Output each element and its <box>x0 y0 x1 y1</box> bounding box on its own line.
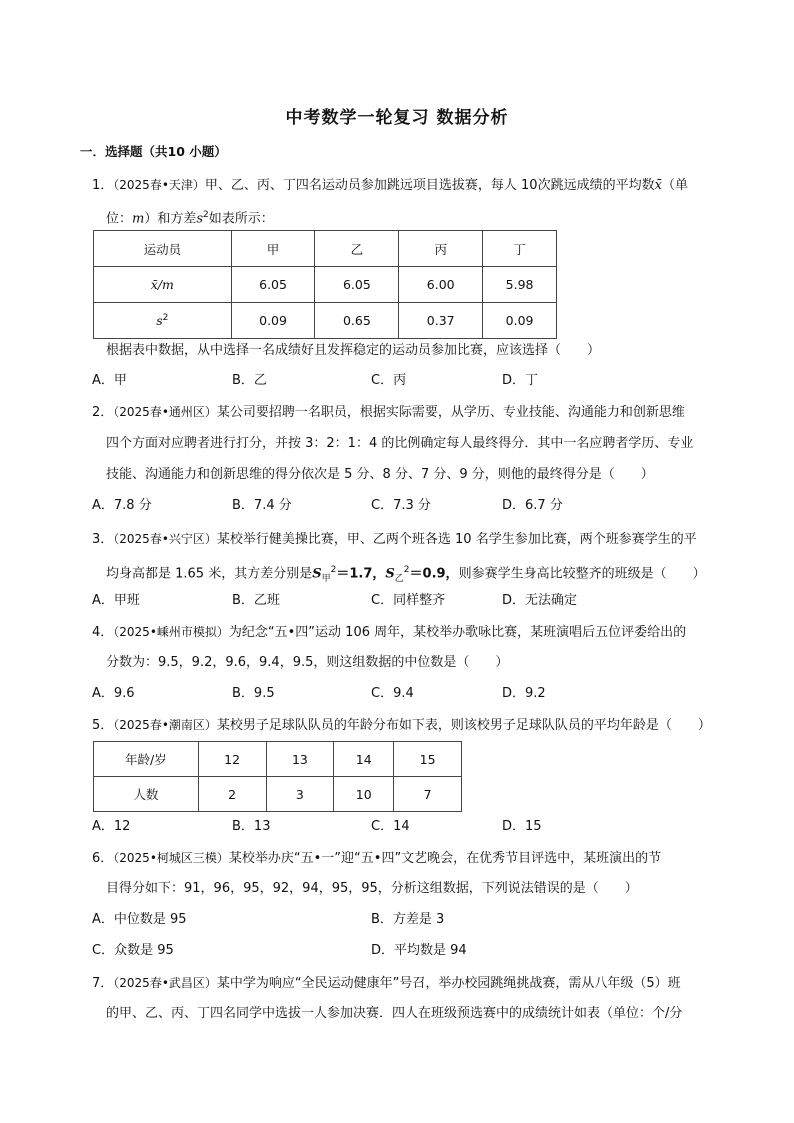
table-cell: x̄/m <box>94 267 232 303</box>
q1-table <box>93 230 557 339</box>
table-cell: 0.37 <box>399 303 483 339</box>
page-title: 中考数学一轮复习 数据分析 <box>285 108 509 128</box>
q1-question: 根据表中数据，从中选择一名成绩好且发挥稳定的运动员参加比赛，应该选择（ ） <box>106 343 601 358</box>
table-cell: 2 <box>198 777 266 812</box>
table-cell: 3 <box>266 777 334 812</box>
q6-option-b[interactable]: B．方差是 3 <box>371 912 445 927</box>
q3-line1: 3．（2025春•兴宁区）某校举行健美操比赛，甲、乙两个班各选 10 名学生参加比赛，两个班参赛学生的平 <box>92 532 697 547</box>
table-cell: 人数 <box>94 777 199 812</box>
q2-option-c[interactable]: C．7.3 分 <box>371 498 431 513</box>
q5-option-c[interactable]: C．14 <box>371 819 410 834</box>
table-cell: 13 <box>266 742 334 777</box>
q3-option-a[interactable]: A．甲班 <box>92 593 140 608</box>
table-cell: 0.09 <box>231 303 315 339</box>
q3-line2: 均身高都是 1.65 米，其方差分别是$S_甲^2=1.7$，$S_乙^2=0.9$，则参赛学生身高比较整齐的班级是（ ） <box>106 565 706 584</box>
q4-option-d[interactable]: D．9.2 <box>502 686 546 701</box>
q2-option-a[interactable]: A．7.8 分 <box>92 498 152 513</box>
q1-option-c[interactable]: C．丙 <box>371 373 407 388</box>
table-cell: 12 <box>198 742 266 777</box>
q2-option-b[interactable]: B．7.4 分 <box>232 498 292 513</box>
q6-line1: 6．（2025•柯城区三模）某校举办庆“五•一”迎“五•四”文艺晚会，在优秀节目评选中，某班演出的节 <box>92 851 662 866</box>
table-cell: 5.98 <box>483 267 557 303</box>
table-cell: 甲 <box>231 231 315 267</box>
table-cell: 丙 <box>399 231 483 267</box>
q6-option-d[interactable]: D．平均数是 94 <box>371 943 467 958</box>
q5-option-a[interactable]: A．12 <box>92 819 131 834</box>
table-cell: 7 <box>394 777 462 812</box>
q6-option-c[interactable]: C．众数是 95 <box>92 943 174 958</box>
q1-option-b[interactable]: B．乙 <box>232 373 267 388</box>
table-cell: 10 <box>334 777 394 812</box>
table-row <box>94 231 557 267</box>
table-cell: 丁 <box>483 231 557 267</box>
q2-option-d[interactable]: D．6.7 分 <box>502 498 563 513</box>
q6-option-a[interactable]: A．中位数是 95 <box>92 912 187 927</box>
q4-line2: 分数为：9.5，9.2，9.6，9.4，9.5，则这组数据的中位数是（ ） <box>106 655 509 670</box>
table-row <box>94 777 462 812</box>
table-cell: 15 <box>394 742 462 777</box>
q7-line2: 的甲、乙、丙、丁四名同学中选拔一人参加决赛．四人在班级预选赛中的成绩统计如表（单位：个/分 <box>106 1006 683 1021</box>
q6-line2: 目得分如下：91，96，95，92，94，95，95，分析这组数据，下列说法错误的是（ ） <box>106 881 638 896</box>
q1-option-d[interactable]: D．丁 <box>502 373 539 388</box>
q4-option-a[interactable]: A．9.6 <box>92 686 135 701</box>
table-row <box>94 742 462 777</box>
q4-option-b[interactable]: B．9.5 <box>232 686 275 701</box>
q3-option-b[interactable]: B．乙班 <box>232 593 280 608</box>
q2-line1: 2．（2025春•通州区）某公司要招聘一名职员，根据实际需要，从学历、专业技能、沟通能力和创新思维 <box>92 405 685 420</box>
q1-line1: 1．（2025春•天津）甲、乙、丙、丁四名运动员参加跳远项目选拔赛，每人 10次跳远成绩的平均数x̄（单 <box>92 178 688 193</box>
q5-option-b[interactable]: B．13 <box>232 819 271 834</box>
q5-option-d[interactable]: D．15 <box>502 819 542 834</box>
table-cell: 14 <box>334 742 394 777</box>
q4-line1: 4．（2025•嵊州市模拟）为纪念“五•四”运动 106 周年，某校举办歌咏比赛，某班演唱后五位评委给出的 <box>92 625 687 640</box>
table-row <box>94 303 557 339</box>
table-cell: 6.05 <box>315 267 399 303</box>
q2-line3: 技能、沟通能力和创新思维的得分依次是 5 分、8 分、7 分、9 分，则他的最终得分是（ ） <box>106 467 654 482</box>
table-cell: 运动员 <box>94 231 232 267</box>
q4-option-c[interactable]: C．9.4 <box>371 686 414 701</box>
table-cell: 年龄/岁 <box>94 742 199 777</box>
q3-option-d[interactable]: D．无法确定 <box>502 593 578 608</box>
q7-line1: 7．（2025春•武昌区）某中学为响应“全民运动健康年”号召，举办校园跳绳挑战赛，需从八年级（5）班 <box>92 976 681 991</box>
table-cell: 0.09 <box>483 303 557 339</box>
table-cell: 6.05 <box>231 267 315 303</box>
q1-line2: 位：m）和方差$s^2$如表所示： <box>106 210 274 227</box>
table-row <box>94 267 557 303</box>
table-cell: 6.00 <box>399 267 483 303</box>
section-heading: 一．选择题（共10 小题） <box>80 144 227 159</box>
q5-table <box>93 741 462 812</box>
q2-line2: 四个方面对应聘者进行打分，并按 3：2：1：4 的比例确定每人最终得分．其中一名应聘者学历、专业 <box>106 436 694 451</box>
q5-line1: 5．（2025春•潮南区）某校男子足球队队员的年龄分布如下表，则该校男子足球队队员的平均年龄是（ ） <box>92 718 711 733</box>
table-cell: $s^2$ <box>94 303 232 339</box>
table-cell: 乙 <box>315 231 399 267</box>
table-cell: 0.65 <box>315 303 399 339</box>
q1-option-a[interactable]: A．甲 <box>92 373 127 388</box>
q3-option-c[interactable]: C．同样整齐 <box>371 593 446 608</box>
